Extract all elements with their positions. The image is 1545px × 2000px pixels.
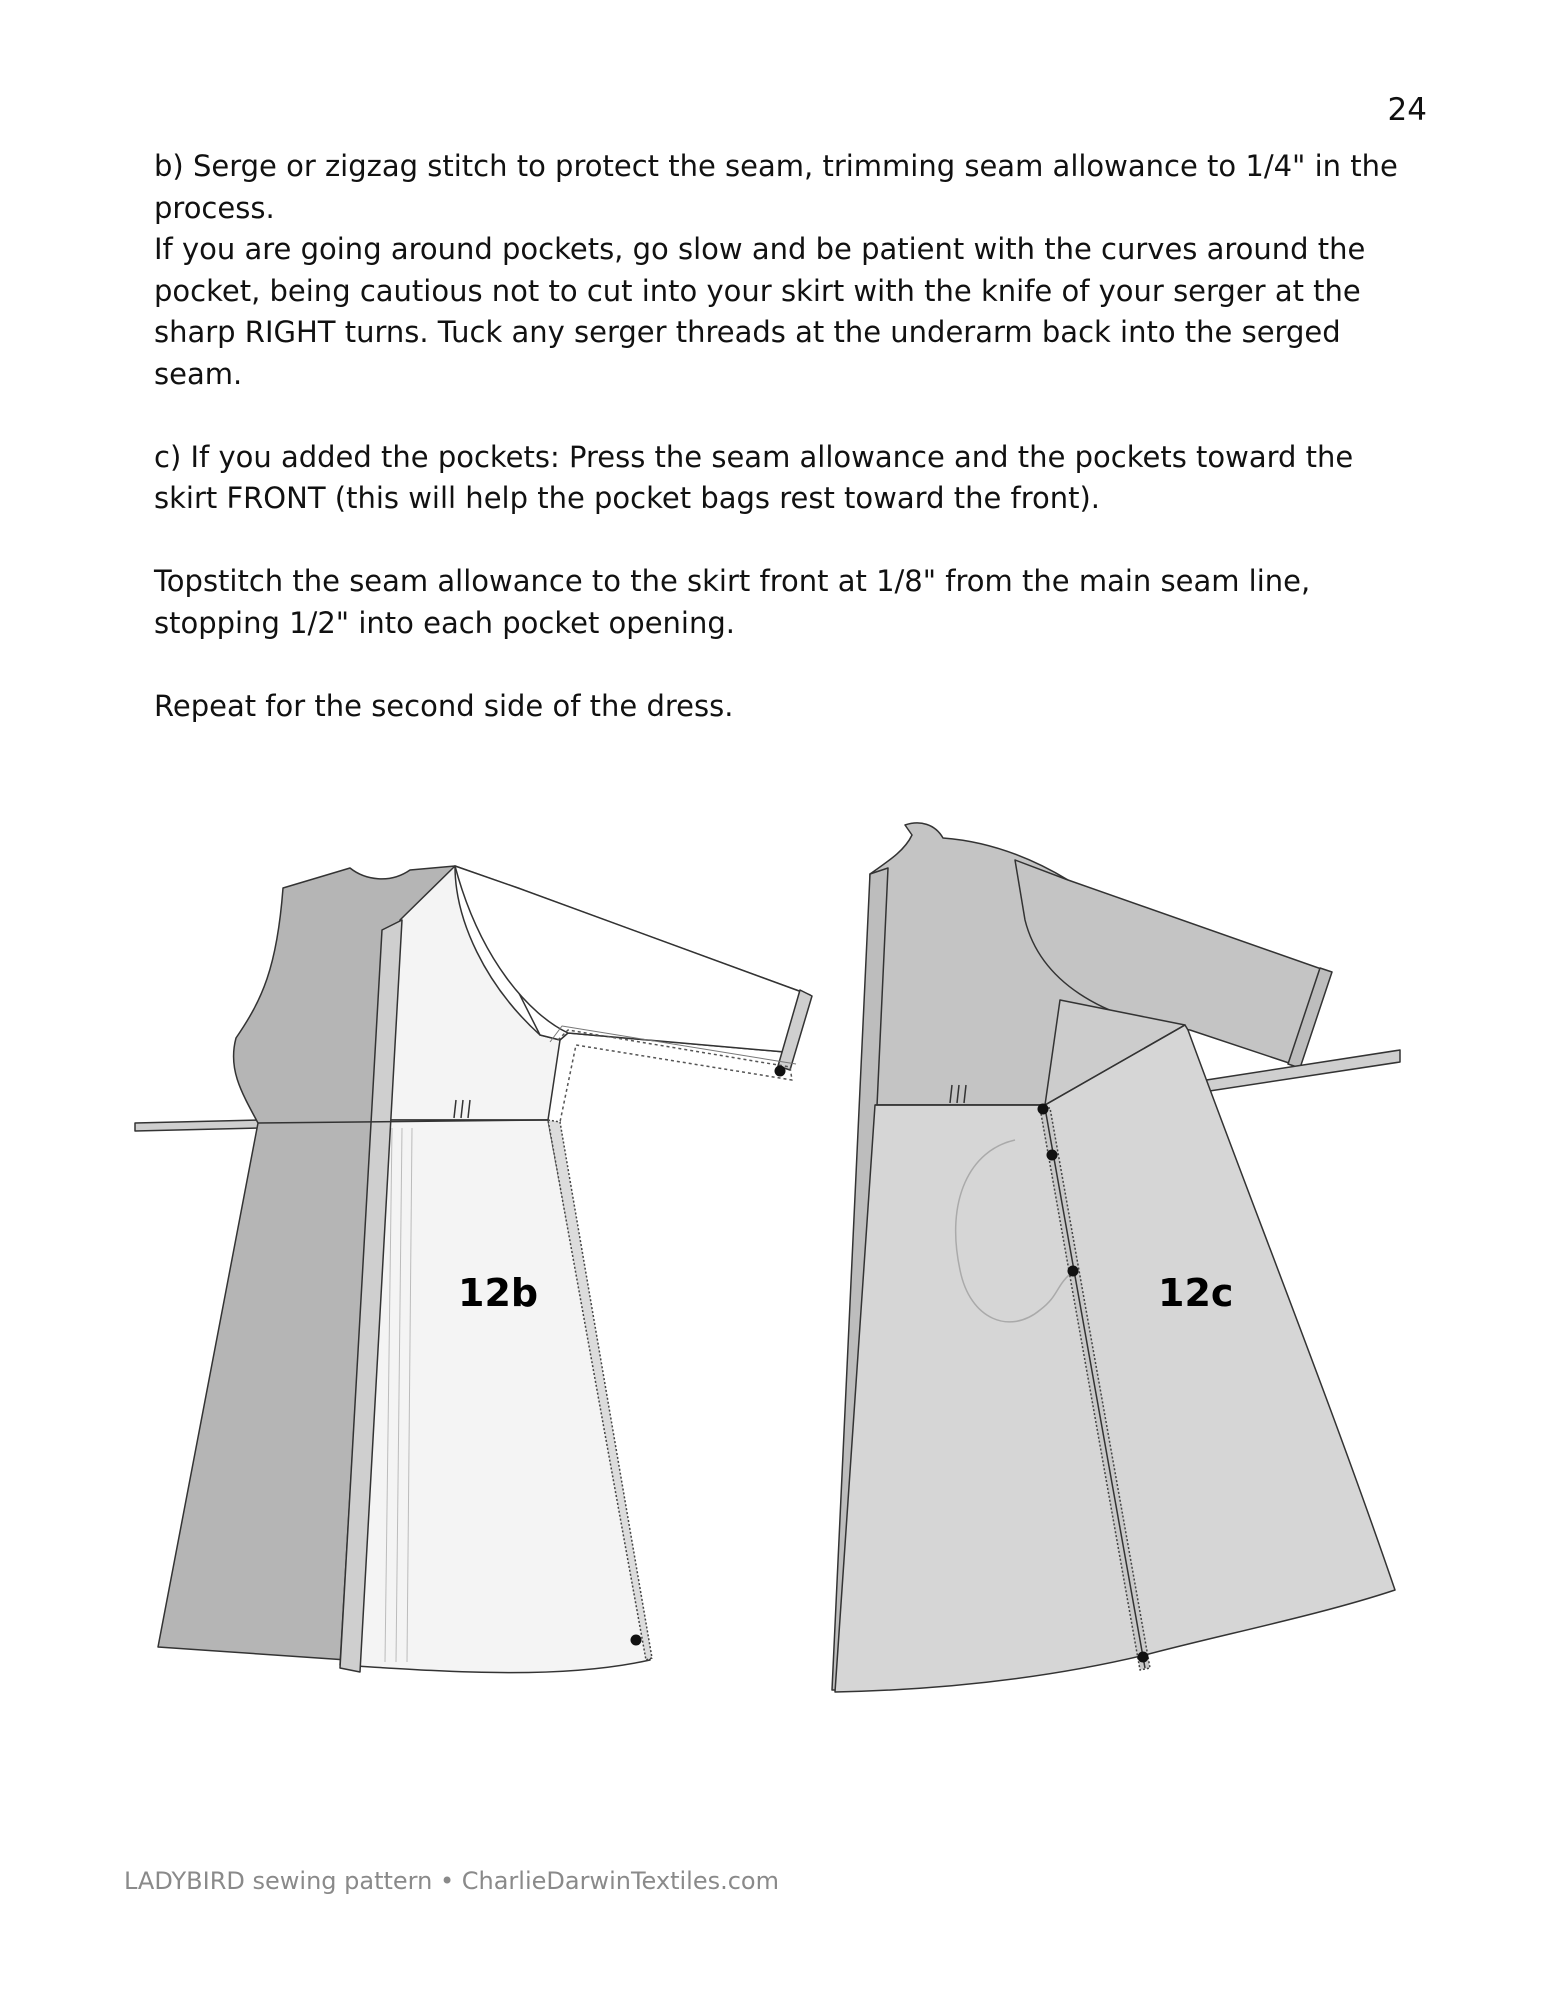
repeat-instruction: Repeat for the second side of the dress. [154,688,734,723]
instructions-text [154,146,1404,727]
figure-label-12b: 12b [458,1271,539,1315]
step-b-line2: If you are going around pockets, go slow and be patient with the curves around the pocket, being cautious not to cut into your skirt with the knife of your serger at the sharp RIGHT turns. Tuck any serger threads at the underarm back into the serged seam. [154,232,1366,391]
topstitch-instruction: Topstitch the seam allowance to the skirt front at 1/8" from the main seam line, stopping 1/2" into each pocket opening. [154,564,1311,640]
figure-label-12c: 12c [1158,1271,1234,1315]
page-number: 24 [1387,92,1427,128]
figure-12b-drawing [135,866,812,1673]
figure-12c-drawing [832,823,1400,1692]
footer-text: LADYBIRD sewing pattern • CharlieDarwinTextiles.com [124,1867,779,1895]
step-c: c) If you added the pockets: Press the seam allowance and the pockets toward the skirt FRONT (this will help the pocket bags rest toward the front). [154,439,1354,515]
dress-illustrations [0,790,1545,1710]
step-b-line1: b) Serge or zigzag stitch to protect the seam, trimming seam allowance to 1/4" in the process. [154,149,1398,225]
